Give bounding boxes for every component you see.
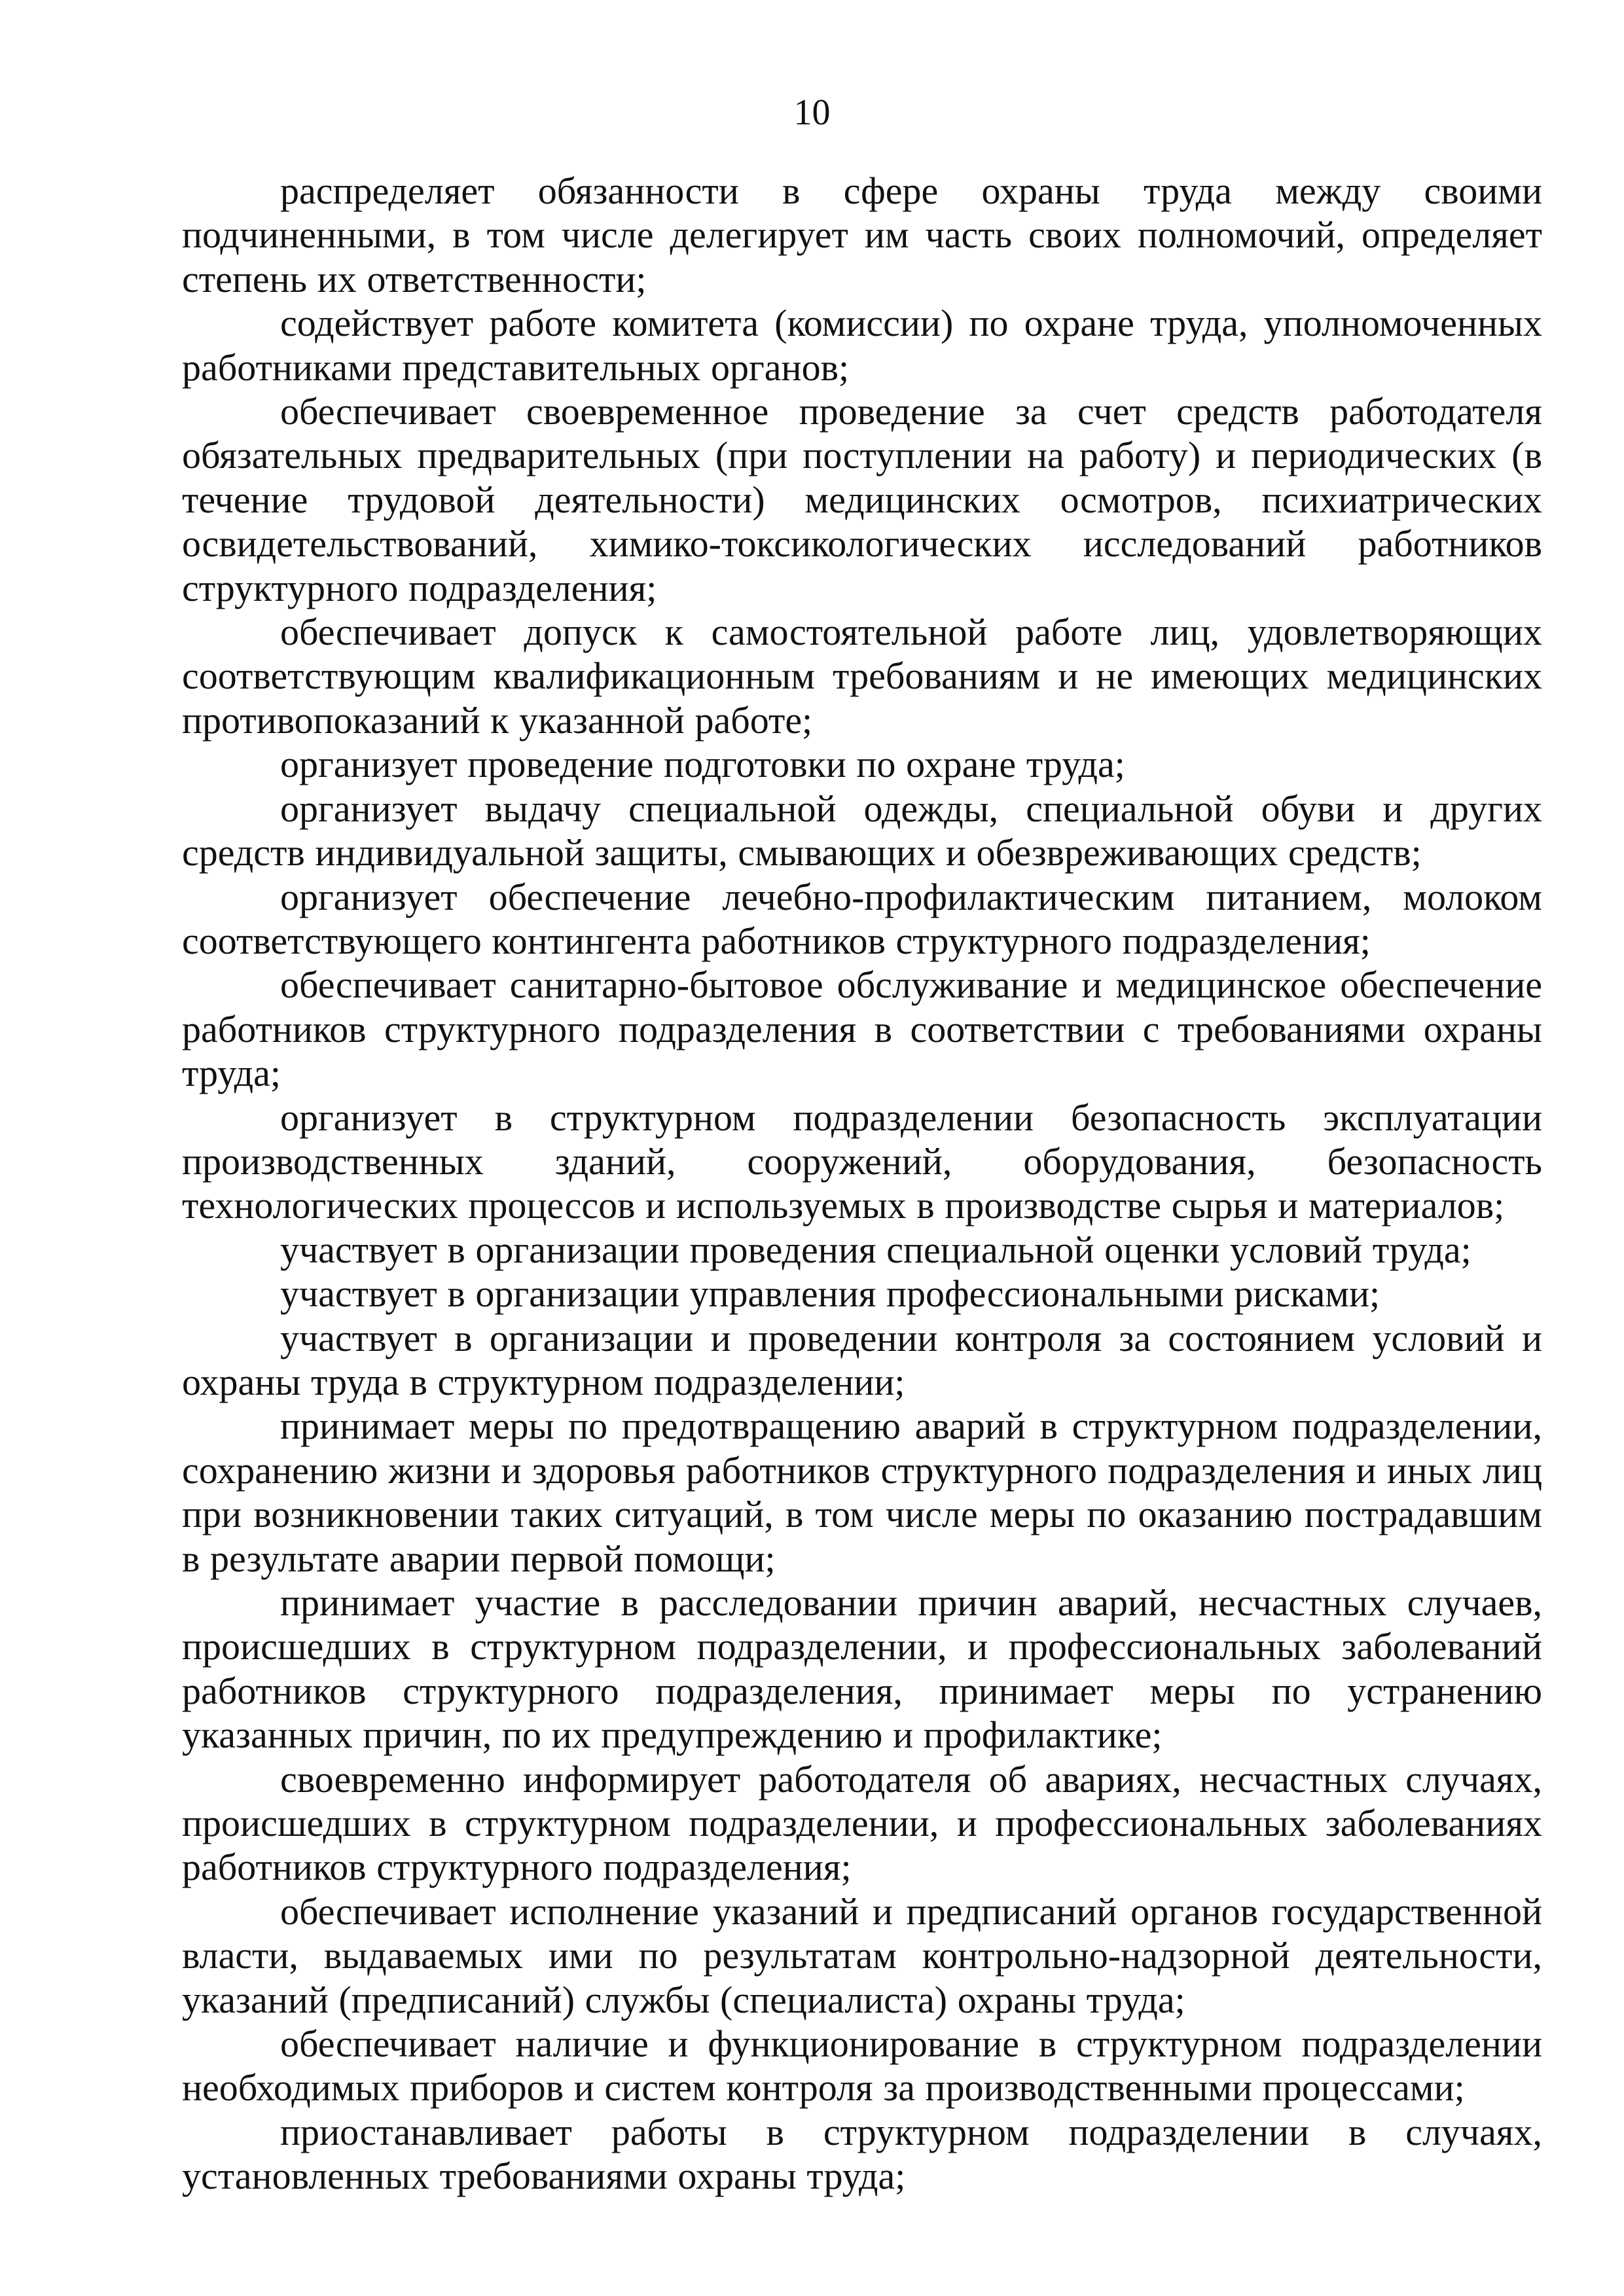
paragraph: участвует в организации проведения специальной оценки условий труда; xyxy=(280,1228,1471,1271)
paragraph: содействует работе комитета (комиссии) по охране труда, уполномоченных работниками представительных органов; xyxy=(182,302,1542,389)
paragraph: участвует в организации и проведении контроля за состоянием условий и охраны труда в структурном подразделении; xyxy=(182,1316,1542,1403)
paragraph: принимает участие в расследовании причин аварий, несчастных случаев, происшедших в структурном подразделении, и профессиональных заболеваний работников структурного подразделения, принимает меры по устранению указанных причин, по их предупреждению и профилактике; xyxy=(182,1581,1542,1757)
page-number: 10 xyxy=(793,92,831,133)
paragraph: приостанавливает работы в структурном подразделении в случаях, установленных требованиями охраны труда; xyxy=(182,2110,1542,2198)
paragraph: принимает меры по предотвращению аварий в структурном подразделении, сохранению жизни и здоровья работников структурного подразделения и иных лиц при возникновении таких ситуаций, в том числе меры по оказанию пострадавшим в результате аварии первой помощи; xyxy=(182,1405,1542,1580)
paragraph: своевременно информирует работодателя об авариях, несчастных случаях, происшедших в структурном подразделении, и профессиональных заболеваниях работников структурного подразделения; xyxy=(182,1757,1542,1889)
paragraph: организует проведение подготовки по охране труда; xyxy=(280,743,1125,786)
paragraph: распределяет обязанности в сфере охраны труда между своими подчиненными, в том числе делегирует им часть своих полномочий, определяет степень их ответственности; xyxy=(182,170,1542,300)
paragraph: обеспечивает санитарно-бытовое обслуживание и медицинское обеспечение работников структурного подразделения в соответствии с требованиями охраны труда; xyxy=(182,963,1542,1095)
paragraph: обеспечивает своевременное проведение за счет средств работодателя обязательных предварительных (при поступлении на работу) и периодических (в течение трудовой деятельности) медицинских осмотров, психиатрических освидетельствований, химико-токсикологических исследований работников структурного подразделения; xyxy=(182,390,1542,609)
paragraph: обеспечивает наличие и функционирование в структурном подразделении необходимых приборов и систем контроля за производственными процессами; xyxy=(182,2022,1542,2109)
paragraph: участвует в организации управления профессиональными рисками; xyxy=(280,1272,1380,1316)
paragraph: организует выдачу специальной одежды, специальной обуви и других средств индивидуальной защиты, смывающих и обезвреживающих средств; xyxy=(182,787,1542,874)
paragraph: обеспечивает исполнение указаний и предписаний органов государственной власти, выдаваемых ими по результатам контрольно-надзорной деятельности, указаний (предписаний) службы (специалиста) охраны труда; xyxy=(182,1890,1542,2021)
paragraph: организует обеспечение лечебно-профилактическим питанием, молоком соответствующего контингента работников структурного подразделения; xyxy=(182,875,1542,962)
paragraph: обеспечивает допуск к самостоятельной работе лиц, удовлетворяющих соответствующим квалификационным требованиям и не имеющих медицинских противопоказаний к указанной работе; xyxy=(182,611,1542,742)
document-body xyxy=(182,169,1542,2198)
paragraph: организует в структурном подразделении безопасность эксплуатации производственных зданий, сооружений, оборудования, безопасность технологических процессов и используемых в производстве сырья и материалов; xyxy=(182,1096,1542,1227)
